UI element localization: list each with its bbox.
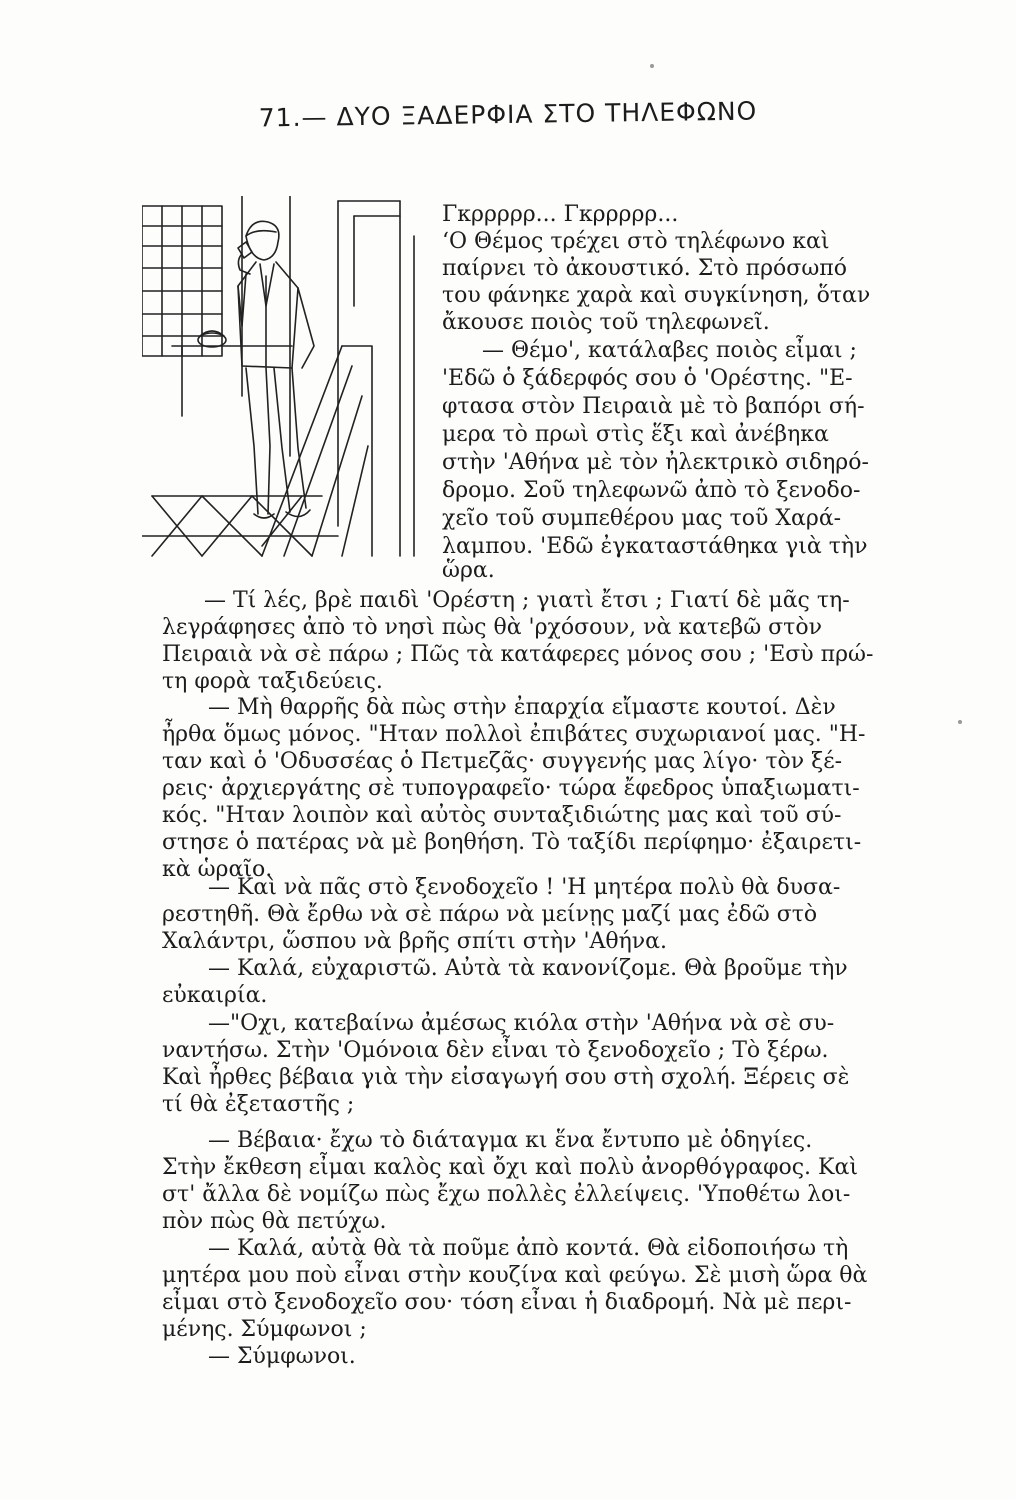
text-line: στησε ὁ πατέρας νὰ μὲ βοηθήση. Τὸ ταξίδι περίφημο· ἐξαιρετι- [162,830,862,855]
text-line: τί θὰ ἐξεταστῆς ; [162,1092,355,1117]
text-line: κός. "Ηταν λοιπὸν καὶ αὐτὸς συνταξιδιώτης μας καὶ τοῦ σύ- [162,803,842,828]
man-on-telephone-illustration [142,196,428,568]
text-line: ταν καὶ ὁ 'Οδυσσέας ὁ Πετμεζᾶς· συγγενής μας λίγο· τὸν ξέ- [162,749,843,774]
text-line: — Τί λές, βρὲ παιδὶ 'Ορέστη ; γιατὶ ἔτσι ; Γιατί δὲ μᾶς τη- [204,588,850,613]
page-mark [958,720,962,724]
text-line: στ' ἄλλα δὲ νομίζω πὼς ἔχω πολλὲς ἐλλείψεις. 'Υποθέτω λοι- [162,1182,851,1207]
text-line: εἶμαι στὸ ξενοδοχεῖο σου· τόση εἶναι ἡ διαδρομή. Νὰ μὲ περι- [162,1290,852,1315]
text-line: λαμπου. 'Εδῶ ἐγκαταστάθηκα γιὰ τὴν [442,534,868,559]
text-line: — Θέμο', κατάλαβες ποιὸς εἶμαι ; [482,338,857,363]
text-line: στὴν 'Αθήνα μὲ τὸν ἠλεκτρικὸ σιδηρό- [442,450,869,475]
text-line: μητέρα μου ποὺ εἶναι στὴν κουζίνα καὶ φεύγω. Σὲ μισὴ ὥρα θὰ [162,1263,868,1288]
text-line: δρομο. Σοῦ τηλεφωνῶ ἀπὸ τὸ ξενοδο- [442,478,861,503]
text-line: Γκρρρρρ... Γκρρρρρ... [442,202,679,227]
page-mark [650,64,654,68]
text-line: — Καλά, αὐτὰ θὰ τὰ ποῦμε ἀπὸ κοντά. Θὰ εἰδοποιήσω τὴ [208,1236,849,1261]
text-line: — Μὴ θαρρῆς δὰ πὼς στὴν ἐπαρχία εἴμαστε κουτοί. Δὲν [208,695,836,720]
text-line: κὰ ὡραῖο. [162,857,273,882]
text-line: λεγράφησες ἀπὸ τὸ νησὶ πὼς θὰ 'ρχόσουν, νὰ κατεβῶ στὸν [162,615,822,640]
text-line: πὸν πὼς θὰ πετύχω. [162,1209,387,1234]
text-line: ὥρα. [442,558,495,583]
text-line: Καὶ ἦρθες βέβαια γιὰ τὴν εἰσαγωγή σου στὴ σχολή. Ξέρεις σὲ [162,1065,850,1090]
text-line: ρεστηθῆ. Θὰ ἔρθω νὰ σὲ πάρω νὰ μείνῃς μαζί μας ἐδῶ στὸ [162,902,818,927]
text-line: χεῖο τοῦ συμπεθέρου μας τοῦ Χαρά- [442,506,842,531]
text-line: —"Οχι, κατεβαίνω ἀμέσως κιόλα στὴν 'Αθήνα νὰ σὲ συ- [208,1011,835,1036]
text-line: εὐκαιρία. [162,983,268,1008]
text-line: παίρνει τὸ ἀκουστικό. Στὸ πρόσωπό [442,256,847,281]
text-line: Στὴν ἔκθεση εἶμαι καλὸς καὶ ὄχι καὶ πολὺ ἀνορθόγραφος. Καὶ [162,1155,858,1180]
text-line: Πειραιὰ νὰ σὲ πάρω ; Πῶς τὰ κατάφερες μόνος σου ; 'Εσὺ πρώ- [162,642,874,667]
text-line: φτασα στὸν Πειραιὰ μὲ τὸ βαπόρι σή- [442,394,865,419]
text-line: — Καὶ νὰ πᾶς στὸ ξενοδοχεῖο ! 'Η μητέρα πολὺ θὰ δυσα- [208,875,841,900]
text-line: ‘Ο Θέμος τρέχει στὸ τηλέφωνο καὶ [442,229,830,254]
text-line: μένης. Σύμφωνοι ; [162,1317,367,1342]
text-line: — Σύμφωνοι. [208,1344,356,1369]
text-line: — Καλά, εὐχαριστῶ. Αὐτὰ τὰ κανονίζομε. Θὰ βροῦμε τὴν [208,956,848,981]
text-line: Χαλάντρι, ὥσπου νὰ βρῆς σπίτι στὴν 'Αθήνα. [162,929,668,954]
text-line: του φάνηκε χαρὰ καὶ συγκίνηση, ὅταν [442,283,871,308]
chapter-title: 71.— ΔΥΟ ΞΑΔΕΡΦΙΑ ΣΤΟ ΤΗΛΕΦΩΝΟ [258,96,758,133]
text-line: ἄκουσε ποιὸς τοῦ τηλεφωνεῖ. [442,310,770,335]
text-line: ναντήσω. Στὴν 'Ομόνοια δὲν εἶναι τὸ ξενοδοχεῖο ; Τὸ ξέρω. [162,1038,829,1063]
text-line: τη φορὰ ταξιδεύεις. [162,669,383,694]
text-line: ἦρθα ὅμως μόνος. "Ηταν πολλοὶ ἐπιβάτες συχωριανοί μας. "Η- [162,722,866,747]
text-line: — Βέβαια· ἔχω τὸ διάταγμα κι ἕνα ἔντυπο μὲ ὁδηγίες. [208,1128,813,1153]
text-line: ρεις· ἀρχιεργάτης σὲ τυπογραφεῖο· τώρα ἔφεδρος ὑπαξιωματι- [162,776,860,801]
text-line: μερα τὸ πρωὶ στὶς ἕξι καὶ ἀνέβηκα [442,422,829,447]
text-line: 'Εδῶ ὁ ξάδερφός σου ὁ 'Ορέστης. "Ε- [442,366,853,391]
